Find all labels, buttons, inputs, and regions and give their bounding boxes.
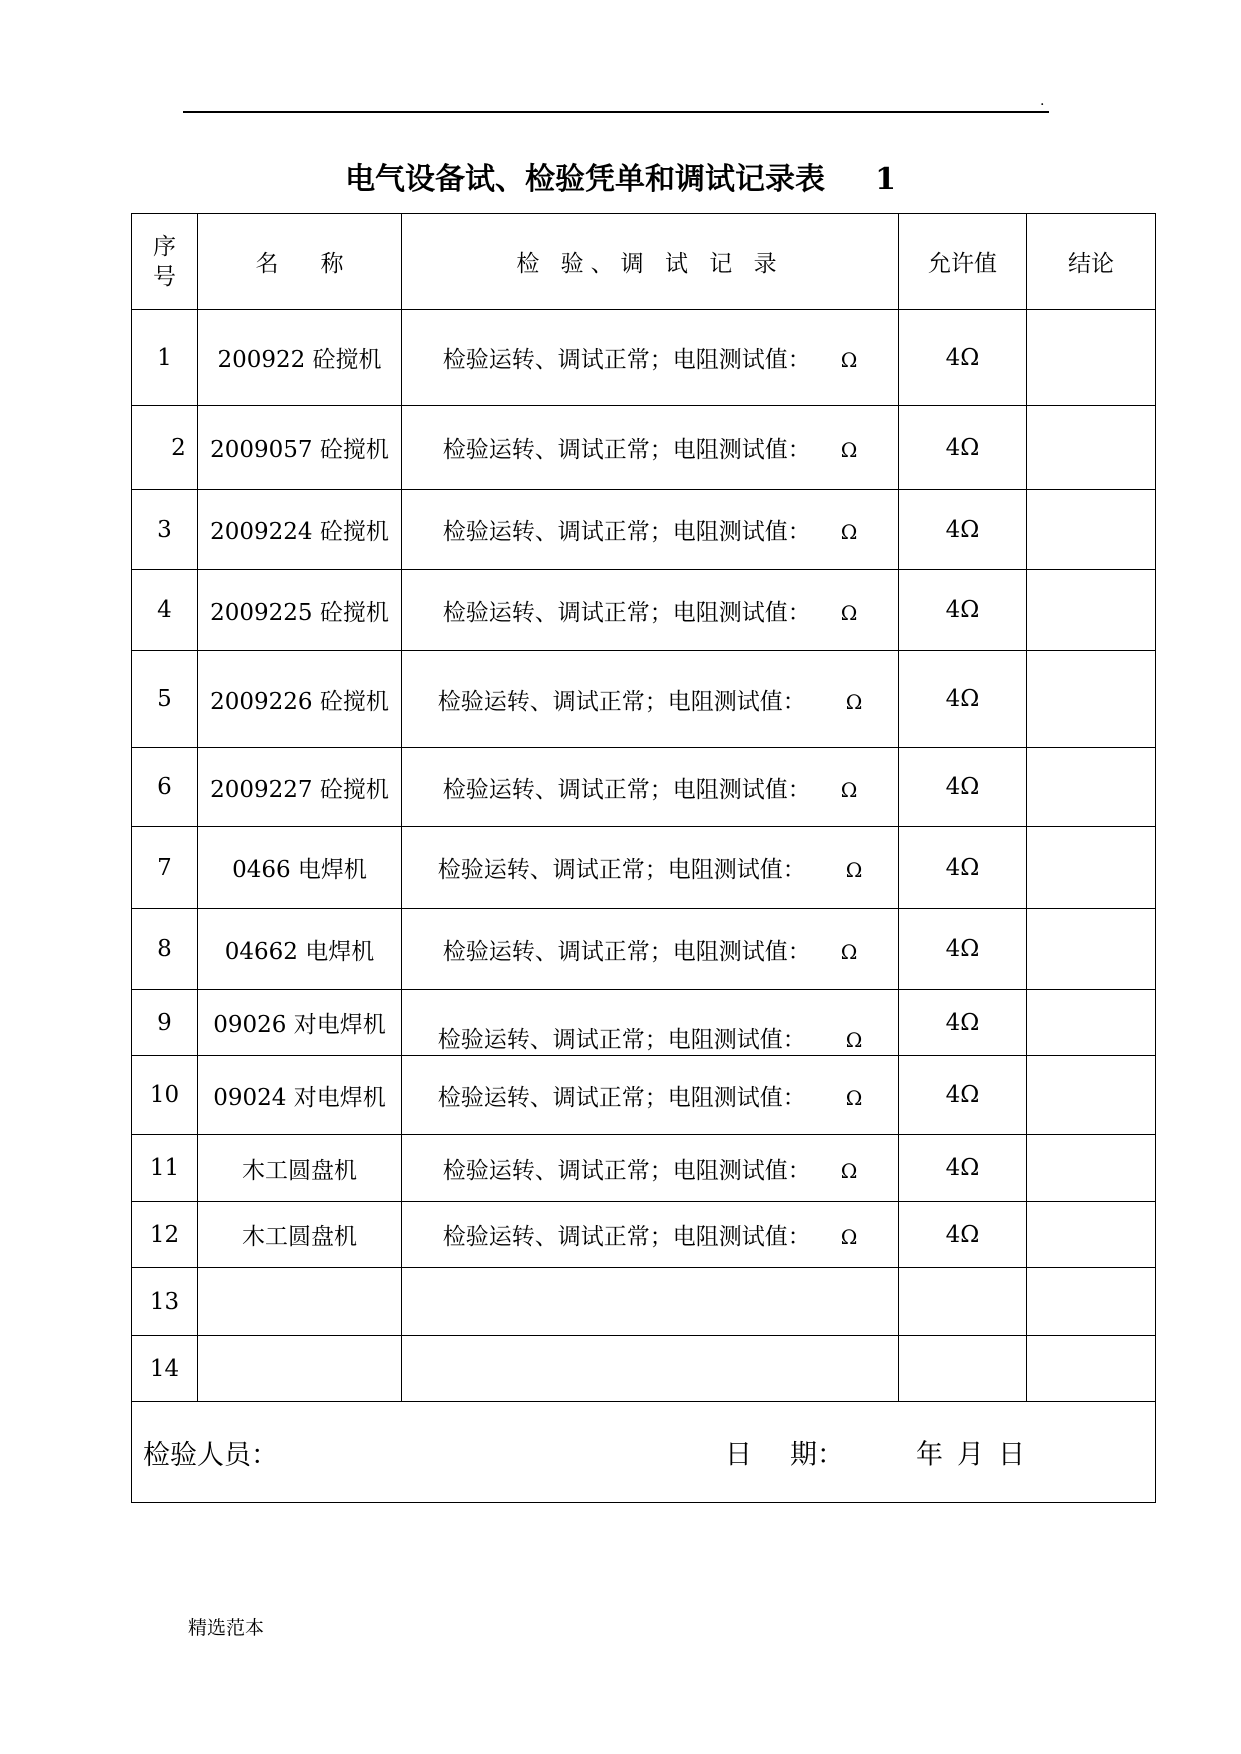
date-month: 月 (957, 1439, 984, 1471)
table-row (132, 651, 1156, 748)
row-record-unit: Ω (845, 1028, 863, 1052)
date-label-1: 日 (725, 1439, 752, 1471)
row-name: 04662 电焊机 (198, 909, 402, 990)
signature-row (132, 1402, 1156, 1503)
row-conclusion (1027, 990, 1156, 1056)
row-record-unit: Ω (845, 689, 863, 714)
row-record (402, 651, 899, 748)
row-conclusion (1027, 1336, 1156, 1402)
row-conclusion (1027, 909, 1156, 990)
table-row (132, 1336, 1156, 1402)
row-allowed: 4Ω (899, 1202, 1027, 1268)
row-conclusion (1027, 827, 1156, 909)
row-name: 2009225 砼搅机 (198, 570, 402, 651)
table-row (132, 909, 1156, 990)
header-name (198, 214, 402, 310)
row-name: 09026 对电焊机 (198, 990, 402, 1056)
row-record-unit: Ω (840, 520, 858, 544)
header-seq (132, 214, 198, 310)
row-record-text: 检验运转、调试正常；电阻测试值： (442, 938, 811, 965)
row-record (402, 748, 899, 827)
record-table (131, 213, 1156, 1503)
row-name: 木工圆盘机 (198, 1202, 402, 1268)
date-label-2: 期： (790, 1439, 844, 1471)
row-record-unit: Ω (845, 858, 863, 882)
row-conclusion (1027, 490, 1156, 570)
header-allowed: 允许值 (899, 214, 1027, 310)
date-day: 日 (998, 1439, 1025, 1471)
row-allowed: 4Ω (899, 570, 1027, 651)
row-seq: 5 (132, 651, 198, 748)
header-mark: . (1040, 93, 1045, 109)
row-record (402, 406, 899, 490)
row-record (402, 1135, 899, 1202)
row-name: 木工圆盘机 (198, 1135, 402, 1202)
table-row (132, 748, 1156, 827)
header-name-part2: 称 (320, 251, 344, 277)
row-conclusion (1027, 406, 1156, 490)
row-name: 2009057 砼搅机 (198, 406, 402, 490)
header-seq-line2: 号 (153, 263, 176, 290)
row-record (402, 990, 899, 1056)
row-record-text: 检验运转、调试正常；电阻测试值： (442, 1157, 811, 1184)
row-record (402, 490, 899, 570)
row-record-text: 检验运转、调试正常；电阻测试值： (442, 519, 811, 545)
row-seq: 1 (132, 310, 198, 406)
row-conclusion (1027, 570, 1156, 651)
table-row (132, 1135, 1156, 1202)
row-record (402, 1202, 899, 1268)
row-allowed: 4Ω (899, 406, 1027, 490)
header-rule (183, 111, 1049, 113)
table-row (132, 1056, 1156, 1135)
row-name: 09024 对电焊机 (198, 1056, 402, 1135)
row-conclusion (1027, 1135, 1156, 1202)
table-row (132, 310, 1156, 406)
row-seq: 14 (132, 1336, 198, 1402)
row-allowed: 4Ω (899, 1135, 1027, 1202)
table-header-row (132, 214, 1156, 310)
row-conclusion (1027, 1056, 1156, 1135)
row-record-unit: Ω (840, 777, 858, 802)
row-conclusion (1027, 1268, 1156, 1336)
row-record-text: 检验运转、调试正常；电阻测试值： (437, 1027, 806, 1053)
table-row (132, 990, 1156, 1056)
row-record-text: 检验运转、调试正常；电阻测试值： (442, 347, 811, 373)
row-record-text: 检验运转、调试正常；电阻测试值： (437, 688, 806, 715)
row-record-unit: Ω (845, 1085, 863, 1110)
row-allowed: 4Ω (899, 651, 1027, 748)
row-seq: 6 (132, 748, 198, 827)
row-record-text: 检验运转、调试正常；电阻测试值： (442, 599, 811, 626)
row-allowed: 4Ω (899, 1056, 1027, 1135)
title-text: 电气设备试、检验凭单和调试记录表 (345, 162, 826, 197)
table-row (132, 1268, 1156, 1336)
row-record-unit: Ω (840, 1225, 858, 1249)
header-record: 检 验、调 试 记 录 (402, 214, 899, 310)
row-record-unit: Ω (840, 438, 858, 462)
row-allowed: 4Ω (899, 827, 1027, 909)
row-seq: 8 (132, 909, 198, 990)
row-seq: 3 (132, 490, 198, 570)
header-conclusion: 结论 (1027, 214, 1156, 310)
row-record (402, 827, 899, 909)
row-allowed: 4Ω (899, 490, 1027, 570)
row-record-unit: Ω (840, 600, 858, 625)
row-record-text: 检验运转、调试正常；电阻测试值： (437, 1084, 806, 1111)
row-allowed: 4Ω (899, 748, 1027, 827)
row-allowed: 4Ω (899, 909, 1027, 990)
row-seq: 9 (132, 990, 198, 1056)
row-conclusion (1027, 651, 1156, 748)
row-seq: 4 (132, 570, 198, 651)
row-conclusion (1027, 310, 1156, 406)
page-title (0, 160, 1241, 200)
row-conclusion (1027, 748, 1156, 827)
header-seq-line1: 序 (153, 233, 176, 260)
row-record-unit: Ω (840, 348, 858, 372)
table-row (132, 490, 1156, 570)
table-row (132, 406, 1156, 490)
title-number: 1 (875, 162, 896, 197)
row-record-unit: Ω (840, 939, 858, 964)
row-allowed (899, 1268, 1027, 1336)
date-year: 年 (916, 1439, 943, 1471)
row-name: 200922 砼搅机 (198, 310, 402, 406)
row-seq: 11 (132, 1135, 198, 1202)
row-conclusion (1027, 1202, 1156, 1268)
row-name: 2009224 砼搅机 (198, 490, 402, 570)
row-name (198, 1336, 402, 1402)
table-row (132, 1202, 1156, 1268)
inspector-label: 检验人员： (143, 1439, 278, 1471)
signature-cell (132, 1402, 1156, 1503)
header-name-part1: 名 (255, 251, 279, 277)
row-allowed (899, 1336, 1027, 1402)
date-field (725, 1433, 1025, 1472)
row-record-text: 检验运转、调试正常；电阻测试值： (442, 1224, 811, 1250)
row-seq (132, 406, 198, 490)
page-footer: 精选范本 (188, 1617, 265, 1639)
row-seq: 10 (132, 1056, 198, 1135)
row-name: 2009226 砼搅机 (198, 651, 402, 748)
row-record (402, 310, 899, 406)
row-seq: 12 (132, 1202, 198, 1268)
row-name (198, 1268, 402, 1336)
row-record-text: 检验运转、调试正常；电阻测试值： (442, 437, 811, 463)
row-allowed: 4Ω (899, 310, 1027, 406)
row-record (402, 1336, 899, 1402)
row-allowed: 4Ω (899, 990, 1027, 1056)
row-record-text: 检验运转、调试正常；电阻测试值： (442, 776, 811, 803)
table-row (132, 570, 1156, 651)
row-record (402, 1056, 899, 1135)
row-name: 2009227 砼搅机 (198, 748, 402, 827)
row-record-text: 检验运转、调试正常；电阻测试值： (437, 857, 806, 883)
row-name: 0466 电焊机 (198, 827, 402, 909)
row-record (402, 1268, 899, 1336)
row-record (402, 909, 899, 990)
row-record-unit: Ω (840, 1158, 858, 1183)
row-seq: 7 (132, 827, 198, 909)
row-record (402, 570, 899, 651)
row-seq: 13 (132, 1268, 198, 1336)
table-row (132, 827, 1156, 909)
row-seq-text: 2 (171, 434, 186, 461)
